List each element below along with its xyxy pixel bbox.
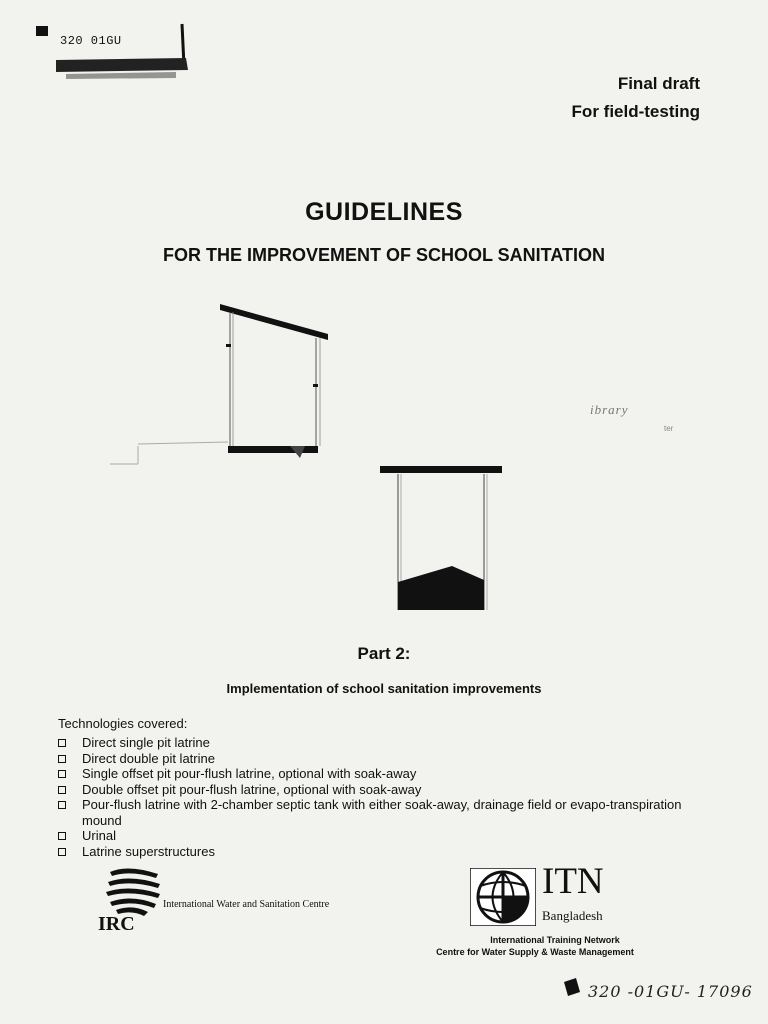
checkbox-icon bbox=[58, 832, 66, 840]
technologies-list bbox=[58, 735, 698, 859]
list-item bbox=[58, 782, 698, 798]
checkbox-icon bbox=[58, 739, 66, 747]
irc-logo bbox=[98, 866, 168, 932]
list-item bbox=[58, 766, 698, 782]
stamp-code: 320 01GU bbox=[60, 34, 122, 48]
list-item-text: Direct double pit latrine bbox=[82, 750, 215, 766]
checkbox-icon bbox=[58, 848, 66, 856]
itn-network-name: International Training Network bbox=[490, 935, 620, 945]
checkbox-icon bbox=[58, 786, 66, 794]
irc-caption: International Water and Sanitation Centre bbox=[163, 899, 330, 910]
itn-country: Bangladesh bbox=[542, 908, 603, 923]
technologies-heading: Technologies covered: bbox=[58, 716, 188, 731]
handwritten-code: 320 -01GU- 17096 bbox=[588, 982, 753, 1001]
checkbox-icon bbox=[58, 755, 66, 763]
itn-wordmark: ITN bbox=[542, 861, 604, 902]
list-item-text: Urinal bbox=[82, 828, 116, 843]
library-stamp: ibrary bbox=[590, 402, 629, 417]
page-subtitle: FOR THE IMPROVEMENT OF SCHOOL SANITATION bbox=[162, 245, 605, 265]
list-item bbox=[58, 828, 698, 844]
list-item-text: Single offset pit pour-flush latrine, optional with soak-away bbox=[82, 766, 417, 781]
latrine-pit-drawing bbox=[370, 462, 510, 614]
list-item bbox=[58, 844, 698, 860]
list-item-text: Direct single pit latrine bbox=[82, 735, 210, 750]
list-item bbox=[58, 797, 698, 828]
status-field-testing: For field-testing bbox=[571, 102, 700, 121]
itn-globe-logo bbox=[470, 868, 536, 926]
list-item-text: Latrine superstructures bbox=[82, 843, 215, 859]
list-item bbox=[58, 751, 698, 767]
irc-wordmark: IRC bbox=[98, 913, 135, 932]
status-final-draft: Final draft bbox=[617, 74, 700, 93]
page-title: GUIDELINES bbox=[305, 198, 463, 226]
stamp-mark bbox=[36, 22, 196, 84]
checkbox-icon bbox=[58, 770, 66, 778]
part-heading: Implementation of school sanitation improvements bbox=[226, 681, 542, 696]
checkbox-icon bbox=[58, 801, 66, 809]
part-label: Part 2: bbox=[357, 644, 411, 663]
latrine-elevation-drawing bbox=[100, 296, 340, 476]
ink-mark bbox=[562, 976, 584, 998]
list-item-text: Double offset pit pour-flush latrine, optional with soak-away bbox=[82, 781, 422, 797]
library-stamp-sub: ter bbox=[664, 424, 674, 433]
itn-centre-name: Centre for Water Supply & Waste Management bbox=[436, 947, 634, 957]
list-item-text: Pour-flush latrine with 2-chamber septic tank with either soak-away, drainage field or evapo-transpiration mound bbox=[82, 797, 682, 828]
list-item bbox=[58, 735, 698, 751]
